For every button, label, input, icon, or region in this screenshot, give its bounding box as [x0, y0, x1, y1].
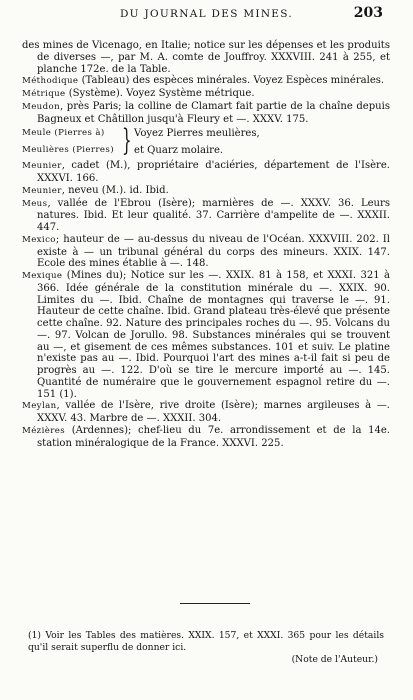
index-entry: Meylan, vallée de l'Isère, rive droite (Isère); marnes argileuses à —. XXXV. 43. Marbre de —. XXXII. 304. — [22, 400, 390, 424]
footnote-text: (1) Voir les Tables des matières. XXIX. 157, et XXXI. 365 pour les détails qu'il serait superflu de donner ici. — [28, 630, 384, 653]
entry-term: Méthodique — [22, 76, 79, 87]
entry-term: Mexico — [22, 234, 56, 245]
running-head: DU JOURNAL DES MINES. — [119, 8, 294, 20]
entry-term: Meunier — [22, 185, 62, 196]
brace-symbol: } — [122, 123, 132, 159]
index-entry: Métrique (Système). Voyez Système métrique. — [22, 88, 255, 99]
page-header — [0, 5, 413, 27]
cross-reference: Voyez Pierres meulières, — [134, 128, 260, 140]
entry-term: Mézières — [22, 425, 66, 436]
footnote — [28, 630, 384, 666]
index-entry: Mexique (Mines du); Notice sur les —. XXIX. 81 à 158, et XXXI. 321 à 366. Idée générale de la constitution minérale du —. XXIX. 90. Limites du —. Ibid. Chaîne de montagnes qui traverse le —. 91. Hauteur de cette chaîne. Ibid. Grand plateau très-élevé que présente cette chaîne. 92. Nature des principales roches du —. 95. Volcans du —. 97. Volcan de Jorullo. 98. Substances minérales qui se trouvent au —, et gisement de ces mêmes substances. 101 et suiv. Le platine n'existe pas au —. Ibid. Pourquoi l'art des mines a-t-il fait si peu de progrès au —. 122. D'où se tire le mercure importé au —. 145. Quantité de numéraire que le gouvernement espagnol retire du —. 151 (1). — [22, 270, 390, 400]
entry-term: Meudon — [22, 101, 61, 112]
cross-reference: et Quarz molaire. — [134, 145, 224, 157]
page-number: 203 — [353, 5, 383, 21]
entry-term: Meule (Pierres à) — [22, 128, 105, 139]
footnote-author: (Note de l'Auteur.) — [291, 654, 378, 665]
entry-term: Métrique — [22, 89, 66, 99]
index-entry: Meudon, près Paris; la colline de Clamart fait partie de la chaîne depuis Bagneux et Châtillon jusqu'à Fleury et —. XXXV. 175. — [22, 100, 390, 125]
entry-term: Mexique — [22, 271, 63, 281]
index-body — [22, 40, 390, 449]
braced-entry-pair — [22, 125, 390, 160]
index-entry: Meunier, neveu (M.). id. Ibid. — [22, 184, 169, 196]
entry-term: Meus — [22, 198, 48, 209]
footnote-divider — [180, 603, 250, 604]
index-entry: Méthodique (Tableau) des espèces minérales. Voyez Espèces minérales. — [22, 75, 385, 87]
entry-term: Meunier — [22, 161, 62, 172]
index-entry: des mines de Vicenago, en Italie; notice sur les dépenses et les produits de diverses —, par M. A. comte de Jouffroy. XXXVIII. 241 à 255, et planche 172e. de la Table. — [22, 40, 390, 75]
index-entry: Meunier, cadet (M.), propriétaire d'aciéries, département de l'Isère. XXXVI. 166. — [22, 160, 390, 184]
entry-term: Meylan — [22, 401, 57, 412]
entry-term: Meulières (Pierres) — [22, 145, 114, 156]
index-entry: Meus, vallée de l'Ebrou (Isère); marnières de —. XXXV. 36. Leurs natures. Ibid. Et leur qualité. 37. Carrière d'ampelite de —. XXXII. 447. — [22, 197, 390, 233]
index-entry: Mézières (Ardennes); chef-lieu du 7e. arrondissement et de la 14e. station minéralogique de la France. XXXVI. 225. — [22, 424, 390, 449]
index-entry: Mexico; hauteur de — au-dessus du niveau de l'Océan. XXXVIII. 202. Il existe à — un tribunal général du corps des mineurs. XXIX. 147. Ecole des mines établie à —. 148. — [22, 233, 390, 270]
